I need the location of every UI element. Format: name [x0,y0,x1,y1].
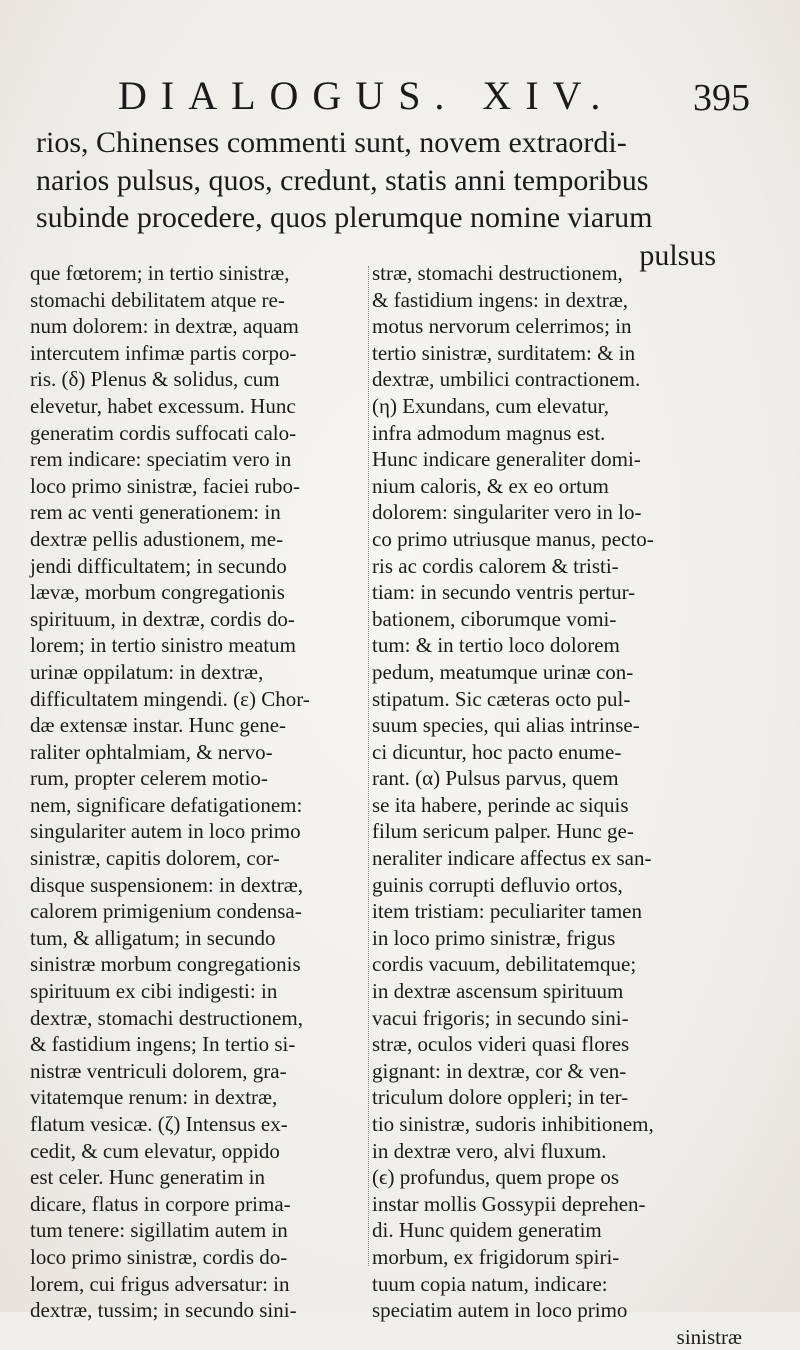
text-line: rant. (α) Pulsus parvus, quem [372,766,619,791]
text-line: loco primo sinistræ, faciei rubo- [30,473,301,498]
text-line: stræ, stomachi destructionem, [372,261,623,285]
running-title: DIALOGUS. XIV. [118,73,615,118]
text-line: gignant: in dextræ, cor & ven- [372,1058,627,1083]
text-line: in loco primo sinistræ, frigus [372,925,616,950]
text-line: triculum dolore oppleri; in ter- [372,1085,629,1110]
text-line: rem indicare: speciatim vero in [30,447,292,472]
text-line: ris ac cordis calorem & tristi- [372,553,619,578]
text-line: dextræ, stomachi destructionem, [30,1005,303,1030]
text-line: item tristiam: peculiariter tamen [372,899,642,924]
text-line: nem, significare defatigationem: [30,792,303,817]
text-line: lorem; in tertio sinistro meatum [30,633,296,658]
text-line: tiam: in secundo ventris pertur- [372,580,636,605]
text-line: nium caloris, & ex eo ortum [372,473,609,498]
text-line: flatum vesicæ. (ζ) Intensus ex- [30,1112,288,1136]
text-line: jendi difficultatem; in secundo [30,553,287,578]
text-line: lævæ, morbum congregationis [30,580,285,605]
text-line: rum, propter celerem motio- [30,766,268,791]
two-column-body [30,260,742,1349]
text-line: Hunc indicare generaliter domi- [372,447,641,472]
text-line: & fastidium ingens; In tertio si- [30,1032,296,1057]
running-header [110,70,750,122]
text-line: elevetur, habet excessum. Hunc [30,393,296,418]
text-line: in dextræ ascensum spirituum [372,979,624,1004]
text-line: ci dicuntur, hoc pacto enume- [372,739,622,764]
text-line: stipatum. Sic cæteras octo pul- [372,686,631,711]
text-line: loco primo sinistræ, cordis do- [30,1244,288,1269]
text-line: (ϵ) profundus, quem prope os [372,1165,620,1190]
text-line: raliter ophtalmiam, & nervo- [30,739,273,764]
text-line: instar mollis Gossypii deprehen- [372,1191,646,1216]
text-line: spirituum, in dextræ, cordis do- [30,606,295,631]
text-line: motus nervorum celerrimos; in [372,314,632,339]
text-line: (η) Exundans, cum elevatur, [372,393,609,418]
text-line: dicare, flatus in corpore prima- [30,1191,291,1216]
text-line: morbum, ex frigidorum spiri- [372,1244,620,1269]
text-line: vitatemque renum: in dextræ, [30,1085,278,1110]
text-line: & fastidium ingens: in dextræ, [372,287,629,312]
text-line: pulsus [639,238,716,272]
text-line: cordis vacuum, debilitatemque; [372,952,637,977]
text-line: pedum, meatumque urinæ con- [372,659,634,684]
text-line: neraliter indicare affectus ex san- [372,846,652,871]
text-line: disque suspensionem: in dextræ, [30,872,303,897]
text-line: difficultatem mingendi. (ε) Chor- [30,686,310,711]
text-line: tum, & alligatum; in secundo [30,925,276,950]
text-line: suum species, qui alias intrinse- [372,713,640,738]
text-line: num dolorem: in dextræ, aquam [30,314,299,339]
text-line: co primo utriusque manus, pecto- [372,526,654,551]
text-line: subinde procedere, quos plerumque nomine viarum [36,201,653,234]
text-line: est celer. Hunc generatim in [30,1165,265,1190]
text-line: calorem primigenium condensa- [30,899,302,924]
text-line: se ita habere, perinde ac siquis [372,792,629,817]
text-line: ris. (δ) Plenus & solidus, cum [30,367,280,392]
text-line: guinis corrupti defluvio ortos, [372,872,623,897]
text-line: bationem, ciborumque vomi- [372,606,617,631]
text-line: infra admodum magnus est. [372,420,606,445]
text-line: cedit, & cum elevatur, oppido [30,1138,280,1163]
text-line: tum: & in tertio loco dolorem [372,633,620,658]
text-line: dolorem: singulariter vero in lo- [372,500,642,525]
text-line: sinistræ morbum congregationis [30,952,301,977]
text-line: lorem, cui frigus adversatur: in [30,1271,290,1296]
text-line: in dextræ vero, alvi fluxum. [372,1138,607,1163]
text-line: que fœtorem; in tertio sinistræ, [30,261,290,285]
text-line: narios pulsus, quos, credunt, statis anni temporibus [36,163,649,197]
text-line: generatim cordis suffocati calo- [30,420,297,445]
text-line: di. Hunc quidem generatim [372,1218,602,1243]
text-line: intercutem infimæ partis corpo- [30,340,297,365]
text-line: tio sinistræ, sudoris inhibitionem, [372,1112,654,1136]
text-line: dextræ, umbilici contractionem. [372,367,641,392]
page-number: 395 [693,77,750,119]
text-line: sinistræ, capitis dolorem, cor- [30,846,280,871]
column-divider [368,266,370,1266]
right-column [372,260,742,1350]
text-line: urinæ oppilatum: in dextræ, [30,659,264,684]
text-line: tuum copia natum, indicare: [372,1271,608,1296]
text-line: stræ, oculos videri quasi flores [372,1032,630,1057]
text-line: vacui frigoris; in secundo sini- [372,1005,629,1030]
text-line: dextræ pellis adustionem, me- [30,526,284,551]
text-line: sinistræ [676,1324,742,1349]
text-line: dextræ, tussim; in secundo sini- [30,1298,297,1323]
text-line: singulariter autem in loco primo [30,819,301,844]
text-line: tertio sinistræ, surditatem: & in [372,340,636,365]
left-column [30,260,375,1324]
text-line: speciatim autem in loco primo [372,1298,628,1323]
text-line: stomachi debilitatem atque re- [30,287,285,312]
intro-paragraph [36,124,716,274]
text-line: tum tenere: sigillatim autem in [30,1218,288,1243]
text-line: rios, Chinenses commenti sunt, novem extraordi- [36,126,627,159]
text-line: filum sericum palper. Hunc ge- [372,819,634,844]
text-line: spirituum ex cibi indigesti: in [30,979,278,1004]
text-line: nistræ ventriculi dolorem, gra- [30,1058,287,1083]
text-line: dæ extensæ instar. Hunc gene- [30,713,287,738]
text-line: rem ac venti generationem: in [30,500,281,525]
